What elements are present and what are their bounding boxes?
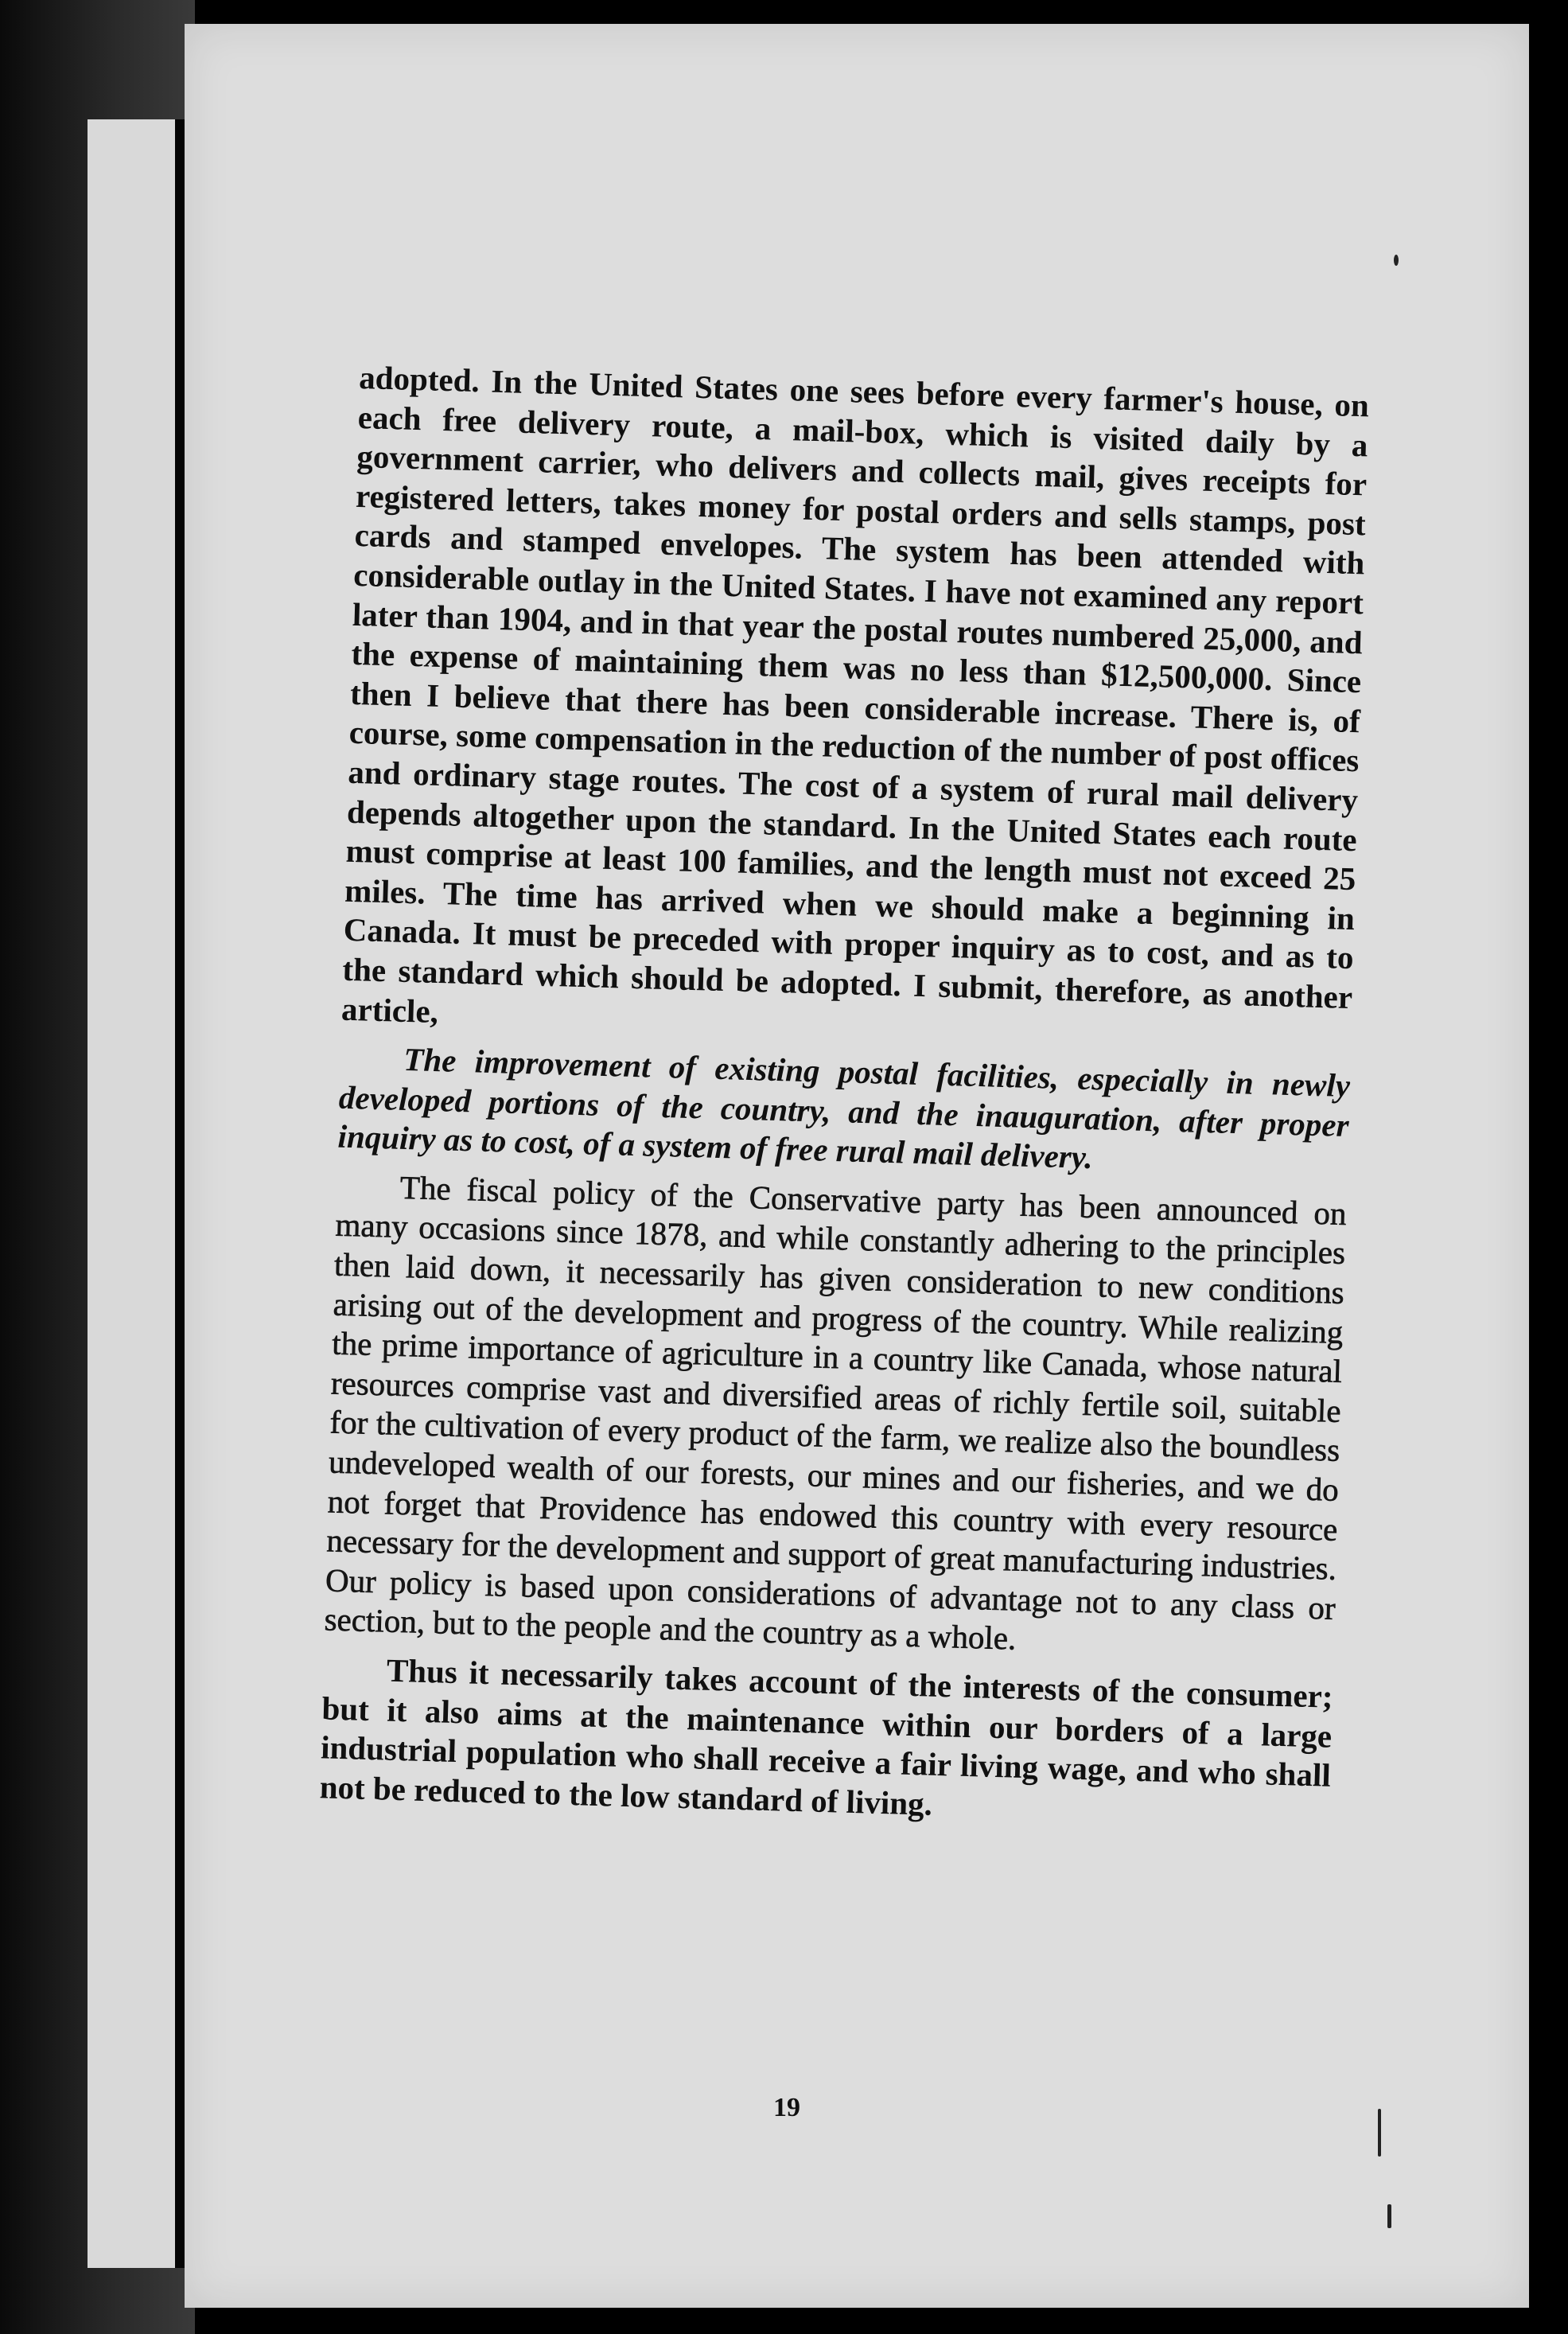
paragraph-consumer-interests: Thus it necessarily takes account of the interests of the consumer; but it also aims at the maintenance within our borders of a large industrial population who shall receive a fair living wage, and who shall not be reduced to the low standard of living.	[319, 1651, 1334, 1822]
paragraph-fiscal-policy: The fiscal policy of the Conservative party has been announced on many occasions since 1878, and while constantly adhering to the principles then laid down, it necessarily has given consideration to new conditions arising out of the development and progress of the country. While realizing the prime importance of agriculture in a country like Canada, whose natural resources comprise vast and diversified areas of richly fertile soil, suitable for the cultivation of every product of the farm, we realize also the boundless undeveloped wealth of our forests, our mines and our fisheries, and we do not forget that Providence has endowed this country with every resource necessary for the development and support of great manufacturing industries. Our policy is based upon considerations of advantage not to any class or section, but to the people and the country as a whole.	[324, 1168, 1348, 1658]
binding-line	[175, 119, 185, 2268]
scan-speck	[1394, 255, 1399, 266]
adjacent-page-edge	[88, 119, 183, 2268]
page-number: 19	[773, 2093, 800, 2122]
paragraph-resolution-postal: The improvement of existing postal facilities, especially in newly developed portions of the country, and the inauguration, after proper inquiry as to cost, of a system of free rural mail delivery.	[337, 1040, 1351, 1176]
document-page	[185, 24, 1529, 2308]
paragraph-postal-delivery: adopted. In the United States one sees before every farmer's house, on each free delivery route, a mail-box, which is visited daily by a government carrier, who delivers and collects mail, gives receipts for registered letters, takes money for postal orders and sells stamps, post cards and stamped envelopes. The system has been attended with considerable outlay in the United States. I have not examined any report later than 1904, and in that year the postal routes numbered 25,000, and the expense of maintaining them was no less than $12,500,000. Since then I believe that there has been considerable increase. There is, of course, some compensation in the reduction of the number of post offices and ordinary stage routes. The cost of a system of rural mail delivery depends altogether upon the standard. In the United States each route must comprise at least 100 families, and the length must not exceed 25 miles. The time has arrived when we should make a beginning in Canada. It must be preceded with proper inquiry as to cost, and as to the standard which should be adopted. I submit, therefore, as another article,	[340, 358, 1370, 1030]
body-text	[319, 358, 1369, 1835]
scan-speck	[1387, 2204, 1391, 2228]
scan-speck	[1378, 2109, 1381, 2157]
